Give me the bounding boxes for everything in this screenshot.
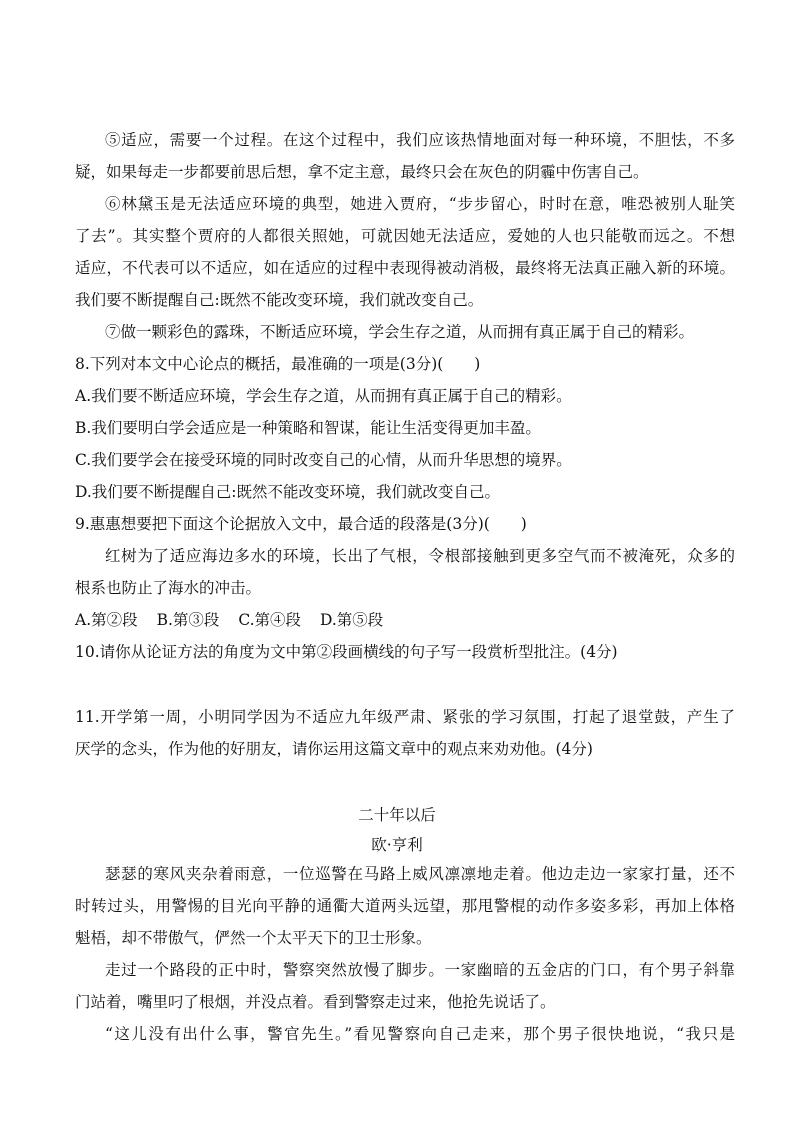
question-11-line-1: 11.开学第一周，小明同学因为不适应九年级严肃、紧张的学习氛围，打起了退堂鼓，产生了 bbox=[75, 708, 735, 726]
question-9-options bbox=[75, 610, 397, 630]
paragraph-6-line-2: 了去”。其实整个贾府的人都很关照她，可就因她无法适应，爱她的人也只能敬而远之。不想 bbox=[75, 227, 735, 245]
paragraph-6-line-1: ⑥林黛玉是无法适应环境的典型，她进入贾府，“步步留心，时时在意，唯恐被别人耻笑 bbox=[105, 195, 735, 213]
question-8-option-c: C.我们要学会在接受环境的同时改变自己的心情，从而升华思想的境界。 bbox=[75, 451, 572, 469]
passage-2-paragraph-1-line-3: 魁梧，却不带傲气，俨然一个太平天下的卫士形象。 bbox=[75, 929, 432, 947]
paragraph-5-line-1: ⑤适应，需要一个过程。在这个过程中，我们应该热情地面对每一种环境，不胆怯，不多 bbox=[105, 131, 735, 149]
passage-2-paragraph-1-line-2: 时转过头，用警惕的目光向平静的通衢大道两头远望，那甩警棍的动作多姿多彩，再加上体格 bbox=[75, 897, 735, 915]
paragraph-6-line-4: 我们要不断提醒自己:既然不能改变环境，我们就改变自己。 bbox=[75, 291, 484, 309]
question-11-answer-space bbox=[75, 761, 735, 801]
question-9-quote-line-1: 红树为了适应海边多水的环境，长出了气根，令根部接触到更多空气而不被淹死，众多的 bbox=[105, 547, 735, 565]
question-9-stem: 9.惠惠想要把下面这个论据放入文中，最合适的段落是(3分)( ) bbox=[75, 515, 527, 533]
paragraph-6-line-3: 适应，不代表可以不适应，如在适应的过程中表现得被动消极，最终将无法真正融入新的环境。 bbox=[75, 259, 735, 277]
question-10-stem: 10.请你从论证方法的角度为文中第②段画横线的句子写一段赏析型批注。(4分) bbox=[75, 643, 618, 661]
passage-2-paragraph-2-line-1: 走过一个路段的正中时，警察突然放慢了脚步。一家幽暗的五金店的门口，有个男子斜靠 bbox=[105, 961, 735, 979]
question-8-option-a: A.我们要不断适应环境，学会生存之道，从而拥有真正属于自己的精彩。 bbox=[75, 387, 572, 405]
question-8-option-b: B.我们要明白学会适应是一种策略和智谋，能让生活变得更加丰盈。 bbox=[75, 419, 541, 437]
passage-2-author: 欧·亨利 bbox=[371, 836, 423, 854]
paragraph-5-line-2: 疑，如果每走一步都要前思后想，拿不定主意，最终只会在灰色的阴霾中伤害自己。 bbox=[75, 163, 649, 181]
question-9-option-b: B.第③段 bbox=[156, 611, 220, 629]
question-8-stem: 8.下列对本文中心论点的概括，最准确的一项是(3分)( ) bbox=[75, 355, 481, 373]
passage-2-paragraph-2-line-2: 门站着，嘴里叼了根烟，并没点着。看到警察走过来，他抢先说话了。 bbox=[75, 993, 556, 1011]
passage-2-paragraph-3-line-1: “这儿没有出什么事，警官先生。”看见警察向自己走来，那个男子很快地说，“我只是 bbox=[105, 1025, 735, 1043]
question-9-option-d: D.第⑤段 bbox=[320, 611, 384, 629]
question-9-option-c: C.第④段 bbox=[238, 611, 302, 629]
passage-2-title: 二十年以后 bbox=[358, 806, 436, 824]
question-8-option-d: D.我们要不断提醒自己:既然不能改变环境，我们就改变自己。 bbox=[75, 483, 501, 501]
question-9-option-a: A.第②段 bbox=[75, 611, 138, 629]
question-9-quote-line-2: 根系也防止了海水的冲击。 bbox=[75, 579, 262, 597]
question-11-line-2: 厌学的念头，作为他的好朋友，请你运用这篇文章中的观点来劝劝他。(4分) bbox=[75, 740, 593, 758]
paragraph-7-line-1: ⑦做一颗彩色的露珠，不断适应环境，学会生存之道，从而拥有真正属于自己的精彩。 bbox=[105, 323, 695, 341]
passage-2-paragraph-1-line-1: 瑟瑟的寒风夹杂着雨意，一位巡警在马路上威风凛凛地走着。他边走边一家家打量，还不 bbox=[105, 865, 735, 883]
question-10-answer-space bbox=[75, 664, 735, 704]
